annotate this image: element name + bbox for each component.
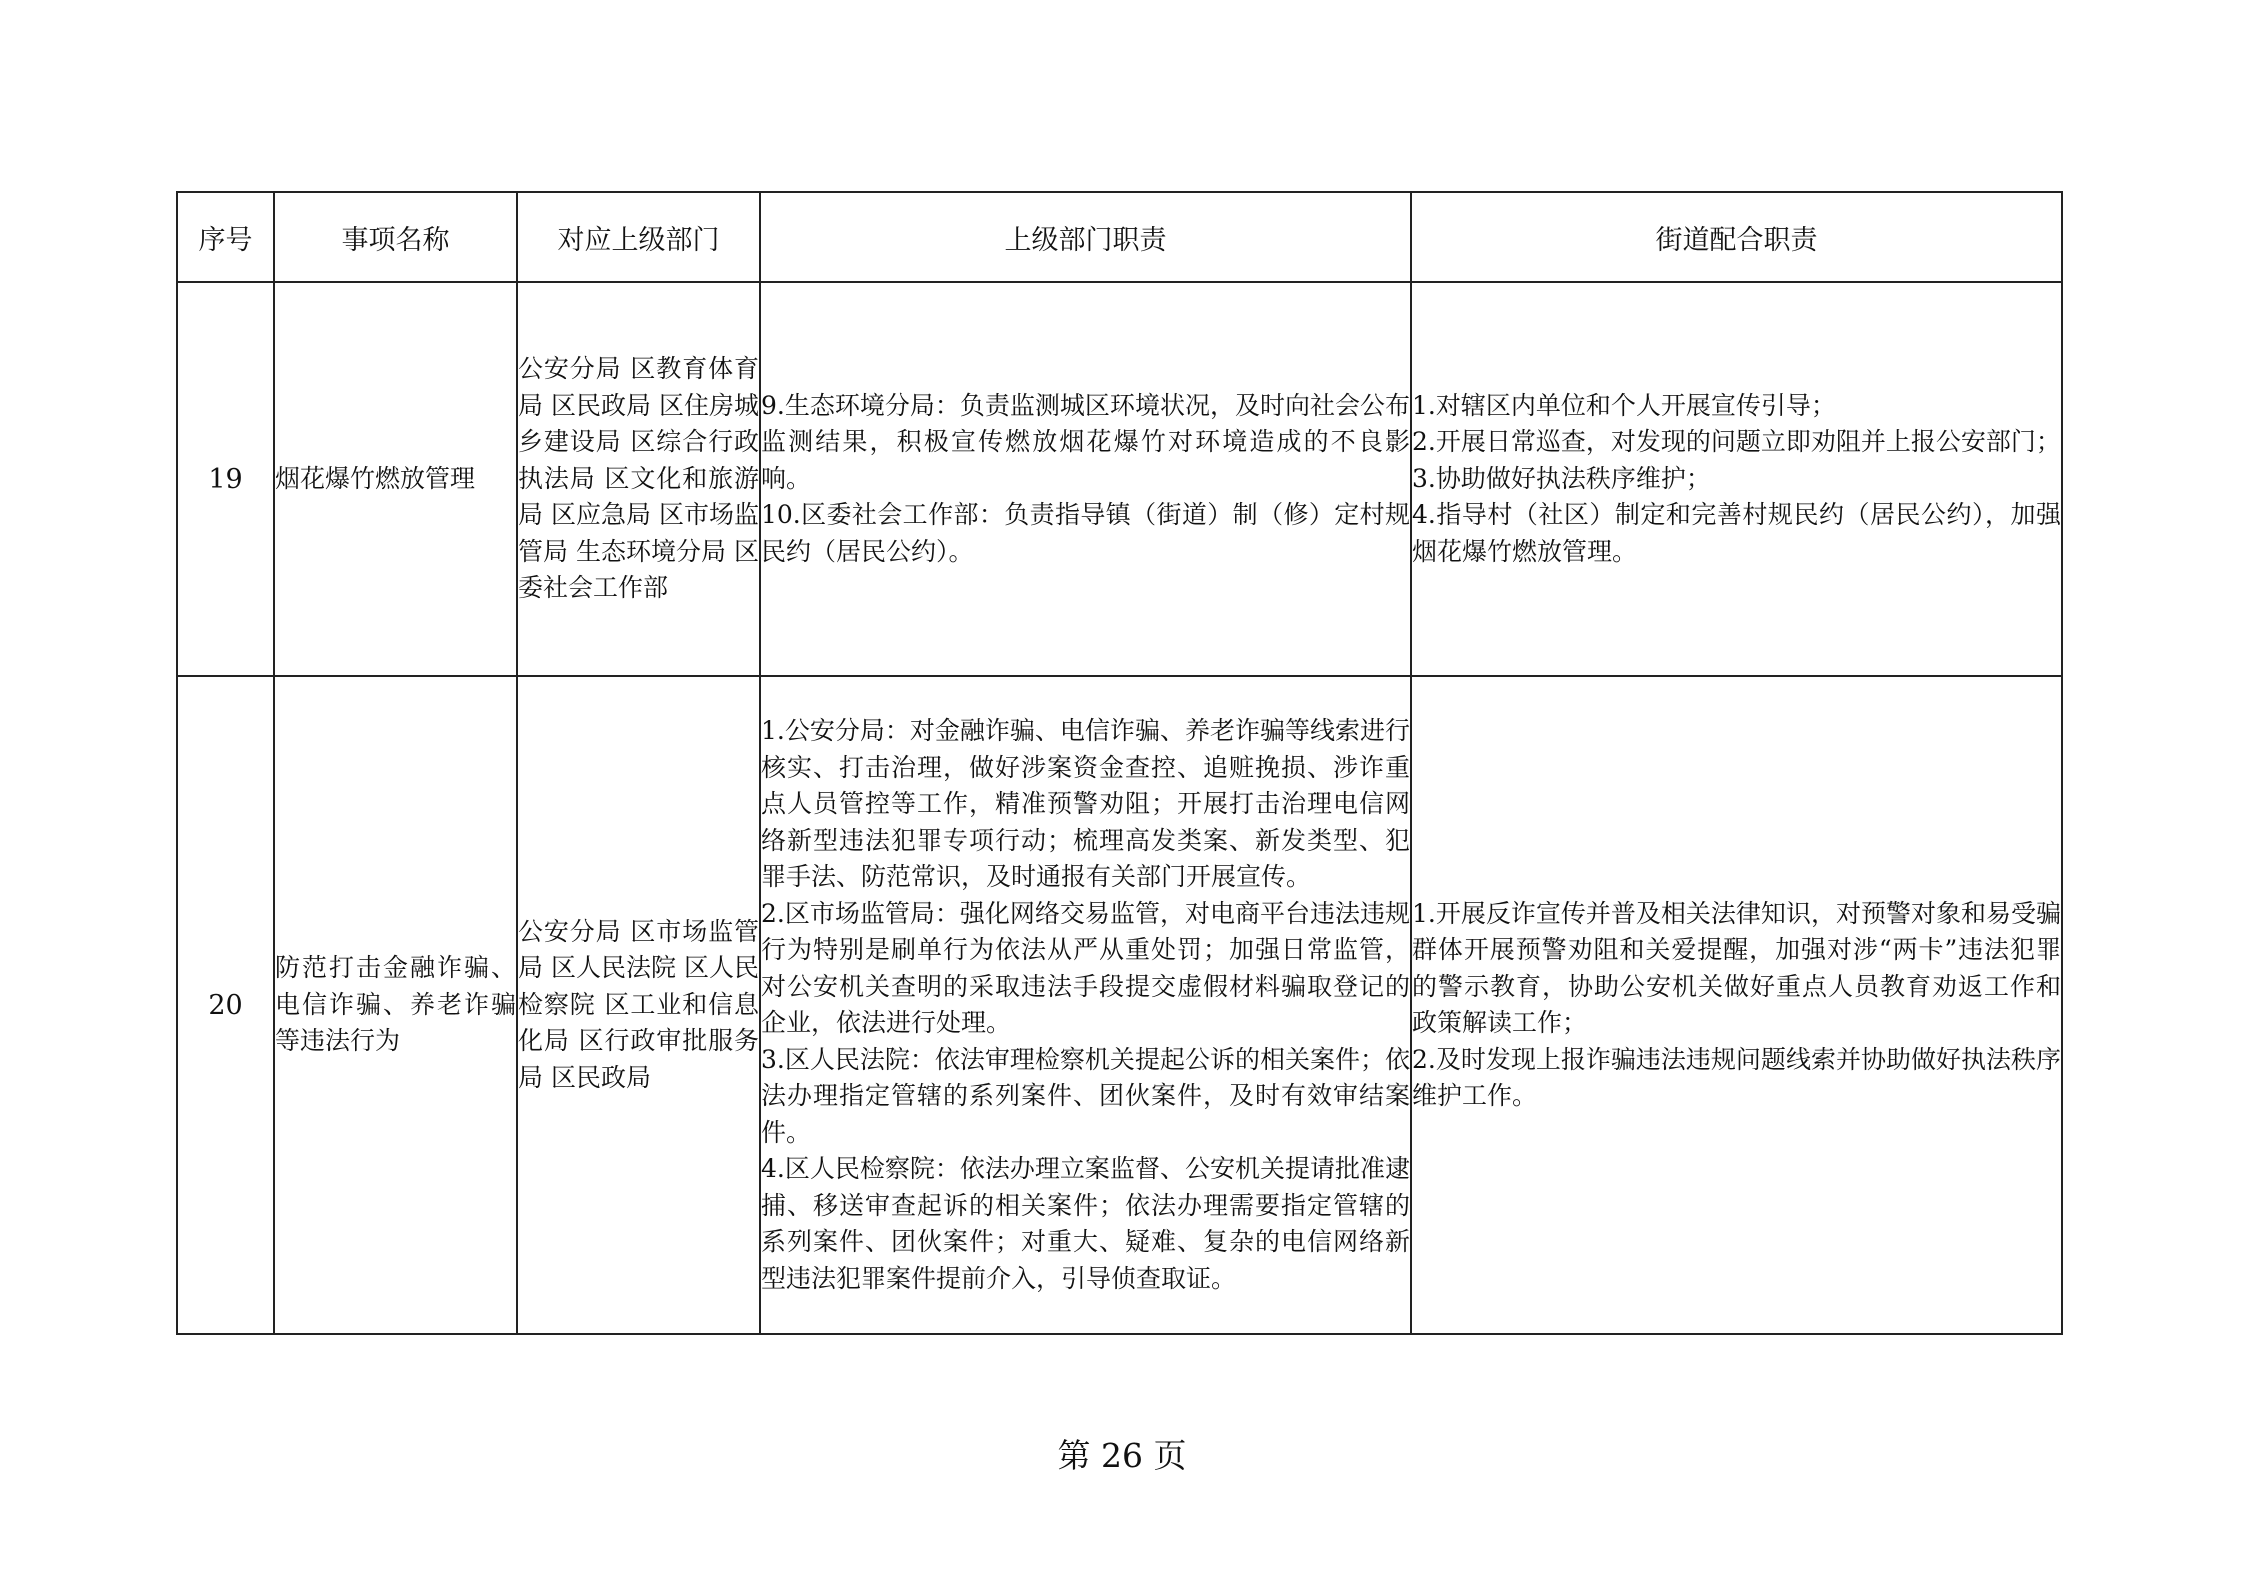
upper-duty-item: 10.区委社会工作部：负责指导镇（街道）制（修）定村规民约（居民公约）。 <box>761 500 1410 566</box>
upper-duty-item: 9.生态环境分局：负责监测城区环境状况，及时向社会公布监测结果，积极宣传燃放烟花爆竹对环境造成的不良影响。 <box>761 390 1410 493</box>
header-no: 序号 <box>177 192 274 282</box>
header-street-duty: 街道配合职责 <box>1411 192 2062 282</box>
header-item-name: 事项名称 <box>274 192 517 282</box>
street-duty-item: 2.开展日常巡查，对发现的问题立即劝阻并上报公安部门； <box>1412 427 2061 457</box>
duty-table <box>176 191 2063 1335</box>
table-row <box>177 282 2062 676</box>
table-header-row <box>177 192 2062 282</box>
street-duty-item: 1.开展反诈宣传并普及相关法律知识，对预警对象和易受骗群体开展预警劝阻和关爱提醒，加强对涉“两卡”违法犯罪的警示教育，协助公安机关做好重点人员教育劝返工作和政策解读工作； <box>1412 898 2061 1037</box>
upper-departments: 公安分局 区教育体育局 区民政局 区住房城乡建设局 区综合行政执法局 区文化和旅游局 区应急局 区市场监管局 生态环境分局 区委社会工作部 <box>517 282 760 676</box>
upper-duty-item: 1.公安分局：对金融诈骗、电信诈骗、养老诈骗等线索进行核实、打击治理，做好涉案资金查控、追赃挽损、涉诈重点人员管控等工作，精准预警劝阻；开展打击治理电信网络新型违法犯罪专项行动；梳理高发类案、新发类型、犯罪手法、防范常识，及时通报有关部门开展宣传。 <box>761 716 1410 891</box>
table-row <box>177 676 2062 1334</box>
header-upper-department: 对应上级部门 <box>517 192 760 282</box>
upper-duty-item: 4.区人民检察院：依法办理立案监督、公安机关提请批准逮捕、移送审查起诉的相关案件；依法办理需要指定管辖的系列案件、团伙案件；对重大、疑难、复杂的电信网络新型违法犯罪案件提前介入，引导侦查取证。 <box>761 1154 1410 1293</box>
upper-duty-item: 2.区市场监管局：强化网络交易监管，对电商平台违法违规行为特别是刷单行为依法从严从重处罚；加强日常监管，对公安机关查明的采取违法手段提交虚假材料骗取登记的企业，依法进行处理。 <box>761 898 1410 1037</box>
upper-duty-cell <box>760 676 1411 1334</box>
street-duty-item: 3.协助做好执法秩序维护； <box>1412 463 1711 493</box>
page-number: 第 26 页 <box>1057 1436 1187 1475</box>
street-duty-item: 1.对辖区内单位和个人开展宣传引导； <box>1412 390 1836 420</box>
row-number: 19 <box>177 282 274 676</box>
item-name: 防范打击金融诈骗、电信诈骗、养老诈骗等违法行为 <box>274 676 517 1334</box>
upper-duty-cell <box>760 282 1411 676</box>
street-duty-item: 4.指导村（社区）制定和完善村规民约（居民公约），加强烟花爆竹燃放管理。 <box>1412 500 2061 566</box>
header-upper-duty: 上级部门职责 <box>760 192 1411 282</box>
upper-departments: 公安分局 区市场监管局 区人民法院 区人民检察院 区工业和信息化局 区行政审批服务局 区民政局 <box>517 676 760 1334</box>
street-duty-item: 2.及时发现上报诈骗违法违规问题线索并协助做好执法秩序维护工作。 <box>1412 1044 2061 1110</box>
item-name: 烟花爆竹燃放管理 <box>274 282 517 676</box>
street-duty-cell <box>1411 282 2062 676</box>
street-duty-cell <box>1411 676 2062 1334</box>
upper-duty-item: 3.区人民法院：依法审理检察机关提起公诉的相关案件；依法办理指定管辖的系列案件、团伙案件，及时有效审结案件。 <box>761 1044 1410 1147</box>
row-number: 20 <box>177 676 274 1334</box>
